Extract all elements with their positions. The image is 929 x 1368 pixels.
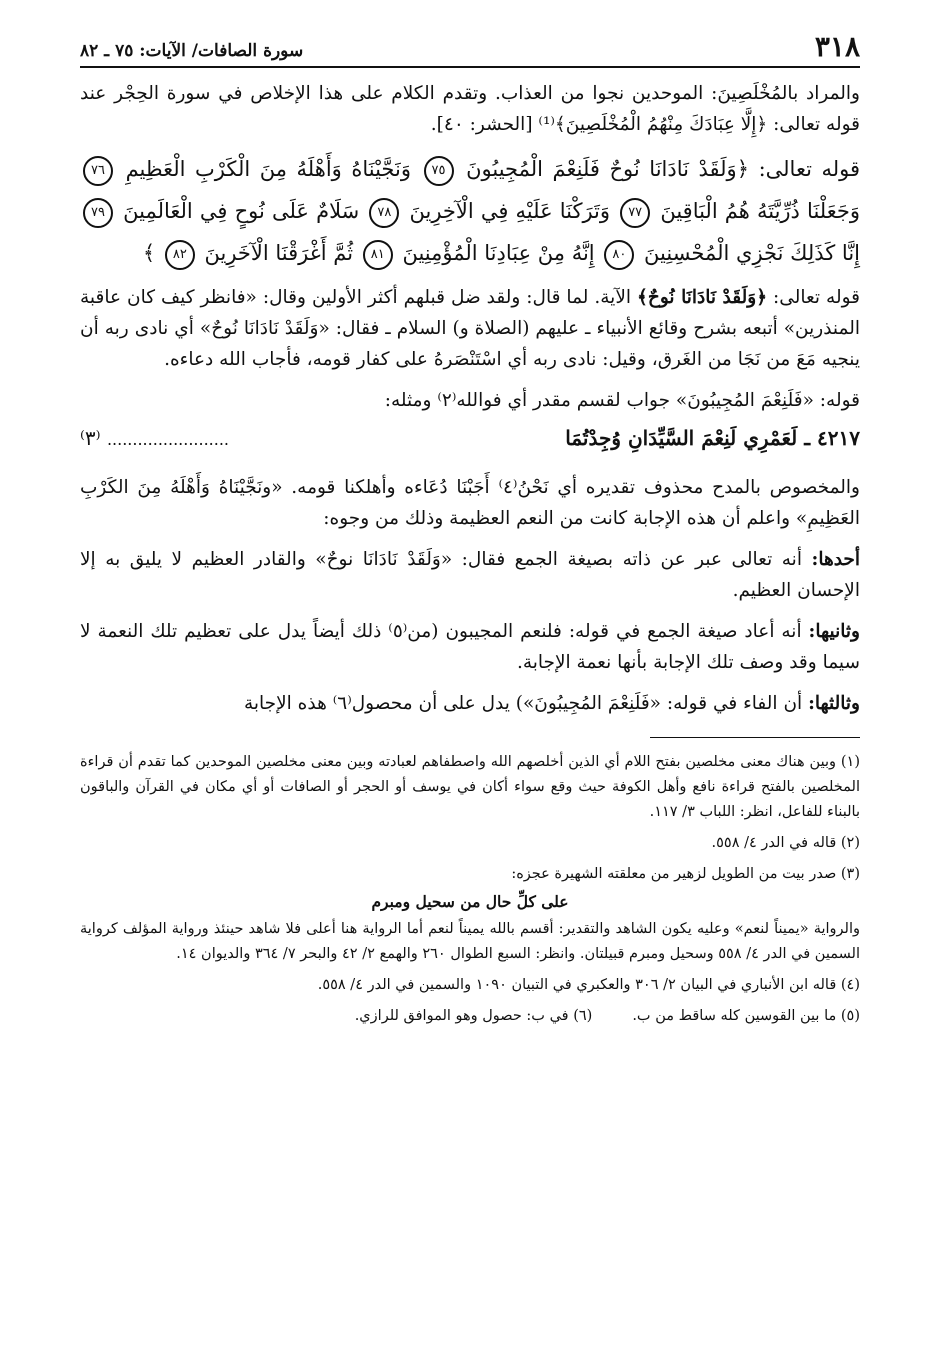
footnote-3-verse: على كلِّ حال من سحيل ومبرم (371, 892, 569, 911)
page (80, 28, 860, 1029)
paragraph-6-text: أن الفاء في قوله: «فَلَنِعْمَ المُجِيبُونَ») يدل على أن محصول⁽٦⁾ هذه الإجابة (243, 693, 803, 714)
poem-tail (80, 420, 229, 458)
ayah-number-77: ٧٧ (620, 198, 650, 228)
footnote-3-continued: والرواية «يميناً لنعم» وعليه يكون الشاهد والتقدير: أقسم بالله يميناً لنعم أما الرواية هنا أعلى فلا شاهد حينئذ ورواية المؤلف كرواية السمين في الدر ٤/ ٥٥٨ وسحيل ومبرم قبيلتان. وانظر: السبع الطوال ٢٦٠ والهمع ٢/ ٤٢ والبحر ٧/ ٣٦٤ والديوان ١٤. (80, 921, 860, 962)
ayah-number-78: ٧٨ (369, 198, 399, 228)
intro-paragraph: والمراد بالمُخْلَصِينَ: الموحدين نجوا من العذاب. وتقدم الكلام على هذا الإخلاص في سورة الحِجْر عند قوله تعالى: ﴿إِلَّا عِبَادَكَ مِنْهُمُ الْمُخْلَصِينَ﴾⁽¹⁾ [الحشر: ٤٠]. (80, 83, 860, 135)
poem-dots: ........................ (106, 430, 230, 449)
main-text (80, 78, 860, 719)
ayah-number-75: ٧٥ (424, 156, 454, 186)
verse-82: ثُمَّ أَغْرَقْنَا الْآخَرِينَ (204, 241, 354, 265)
paragraph-2: قوله: «فَلَنِعْمَ المُجِيبُونَ» جواب لقسم مقدر أي فوالله⁽٢⁾ ومثله: (384, 390, 860, 411)
poem-footnote-ref: ⁽٣⁾ (80, 426, 101, 450)
poem-line (80, 420, 860, 458)
running-title: سورة الصافات/ الآيات: ٧٥ ـ ٨٢ (80, 41, 304, 61)
paragraph-4 (80, 544, 860, 606)
verse-81: إِنَّهُ مِنْ عِبَادِنَا الْمُؤْمِنِينَ (402, 241, 595, 265)
verse-79: سَلَامٌ عَلَى نُوحٍ فِي الْعَالَمِينَ (123, 199, 360, 223)
footnote-4: (٤) قاله ابن الأنباري في البيان ٢/ ٣٠٦ والعكبري في التبيان ١٠٩٠ والسمين في الدر ٤/ ٥٥٨. (317, 977, 860, 993)
footnote-5: (٥) ما بين القوسين كله ساقط من ب. (632, 1008, 860, 1024)
ayah-number-79: ٧٩ (83, 198, 113, 228)
footnote-divider (650, 737, 860, 738)
paragraph-4-lead: أحدها: (811, 549, 860, 570)
footnotes-5-6 (80, 1004, 860, 1029)
footnote-3: (٣) صدر بيت من الطويل لزهير من معلقته الشهيرة عجزه: (511, 866, 860, 882)
paragraph-5 (80, 616, 860, 678)
footnotes (80, 750, 860, 1029)
paragraph-1-lead: قوله تعالى: (773, 287, 860, 308)
ayah-number-82: ٨٢ (165, 240, 195, 270)
ayah-number-76: ٧٦ (83, 156, 113, 186)
page-header (80, 28, 860, 68)
verse-76: وَنَجَّيْنَاهُ وَأَهْلَهُ مِنَ الْكَرْبِ الْعَظِيمِ (125, 157, 411, 181)
verses-lead: قوله تعالى: (758, 157, 861, 181)
footnote-1: (١) وبين هناك معنى مخلصين بفتح اللام أي الذين أخلصهم الله واصطفاهم لعبادته وبين معنى مخلصين الموحدين كما تقدم أن قراءة المخلصين بالفتح قراءة نافع وأهل الكوفة حيث وقع سواء أكان في يوسف أو الحجر أو الصافات أو أي مكان في القرآن والباقون بالبناء للفاعل، انظر: اللباب ٣/ ١١٧. (80, 754, 860, 820)
paragraph-6 (80, 688, 860, 719)
verse-75: ﴿وَلَقَدْ نَادَانَا نُوحٌ فَلَنِعْمَ الْمُجِيبُونَ (466, 157, 750, 181)
poem-number: ٤٢١٧ ـ (804, 426, 860, 450)
quran-verses (80, 148, 860, 274)
verse-77: وَجَعَلْنَا ذُرِّيَّتَهُ هُمُ الْبَاقِينَ (660, 199, 860, 223)
paragraph-4-text: أنه تعالى عبر عن ذاته بصيغة الجمع فقال: «وَلَقَدْ نَادَانَا نوحٌ» والقادر العظيم لا يليق به إلا الإحسان العظيم. (80, 549, 860, 601)
verses-close: ﴾ (142, 241, 156, 265)
poem-text: لَعَمْرِي لَنِعْمَ السَّيِّدَانِ وُجِدْتُمَا (565, 426, 798, 450)
paragraph-5-lead: وثانيها: (808, 621, 860, 642)
page-number: ٣١٨ (814, 30, 860, 63)
paragraph-5-text: أنه أعاد صيغة الجمع في قوله: فلنعم المجيبون (من⁽٥⁾ ذلك أيضاً يدل على تعظيم تلك النعمة لا سيما وقد وصف تلك الإجابة بأنها نعمة الإجابة. (80, 621, 860, 673)
ayah-number-80: ٨٠ (604, 240, 634, 270)
paragraph-6-lead: وثالثها: (808, 693, 860, 714)
footnote-2: (٢) قاله في الدر ٤/ ٥٥٨. (711, 835, 860, 851)
paragraph-1-quote: ﴿وَلَقَدْ نَادَانَا نُوحٌ﴾ (637, 287, 768, 308)
paragraph-1 (80, 282, 860, 375)
verse-80: إِنَّا كَذَلِكَ نَجْزِي الْمُحْسِنِينَ (644, 241, 860, 265)
verse-78: وَتَرَكْنَا عَلَيْهِ فِي الْآخِرِينَ (409, 199, 611, 223)
poem-verse (565, 420, 860, 456)
paragraph-1-text: الآية. لما قال: ولقد ضل قبلهم أكثر الأولين وقال: «فانظر كيف كان عاقبة المنذرين» أتبعه بشرح وقائع الأنبياء ـ عليهم (الصلاة و) السلام ـ فقال: «وَلَقَدْ نَادَانَا نُوحٌ» أي نادى ربه أن ينجيه مَعَ من نَجَا من الغَرق، وقيل: نادى ربه أي اسْتَنْصَرهُ على كفار قومه، فأجاب الله دعاءه. (80, 287, 860, 370)
footnote-6: (٦) في ب: حصول وهو الموافق للرازي. (354, 1008, 593, 1024)
paragraph-3: والمخصوص بالمدح محذوف تقديره أي نَحْنُ⁽٤⁾ أَجَبْنَا دُعَاءه وأهلكنا قومه. «ونَجَّيْنَاهُ وَأَهْلَهُ مِنَ الكَرْبِ العَظِيمِ» واعلم أن هذه الإجابة كانت من النعم العظيمة وذلك من وجوه: (80, 477, 860, 529)
ayah-number-81: ٨١ (363, 240, 393, 270)
